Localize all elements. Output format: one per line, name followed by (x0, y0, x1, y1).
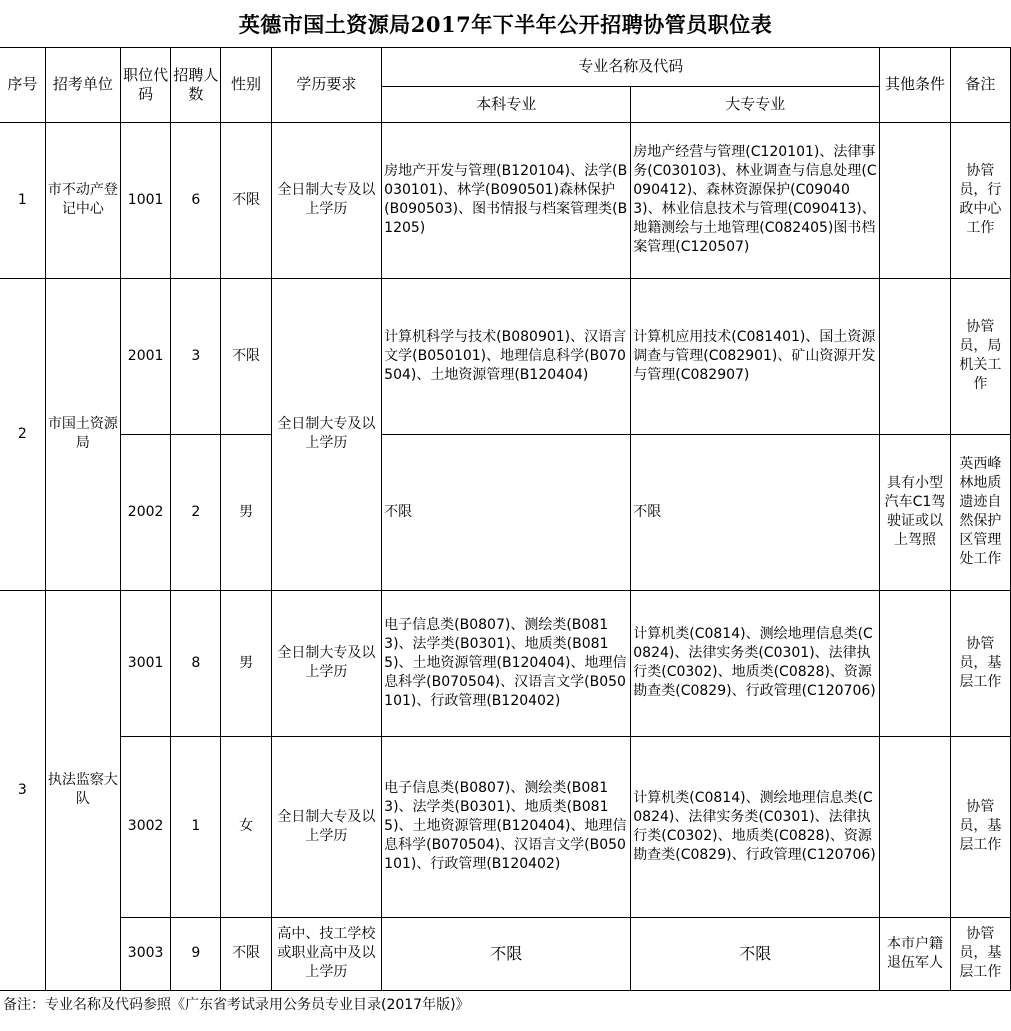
college-cell: 不限 (631, 434, 880, 590)
header-bachelor: 本科专业 (382, 86, 631, 122)
header-count: 招聘人数 (171, 48, 221, 122)
header-college: 大专专业 (631, 86, 880, 122)
college-cell: 房地产经营与管理(C120101)、法律事务(C030103)、林业调查与信息处理(C090412)、森林资源保护(C090403)、林业信息技术与管理(C090413)、地籍测绘与土地管理(C082405)图书档案管理(C120507) (631, 122, 880, 278)
gender-cell: 不限 (221, 122, 271, 278)
education-cell: 全日制大专及以上学历 (271, 736, 381, 917)
count-cell: 1 (171, 736, 221, 917)
gender-cell: 不限 (221, 917, 271, 990)
seq-cell: 2 (0, 278, 45, 590)
header-education: 学历要求 (271, 48, 381, 122)
remark-cell: 协管员，基层工作 (950, 736, 1010, 917)
college-cell: 不限 (631, 917, 880, 990)
bachelor-cell: 电子信息类(B0807)、测绘类(B0813)、法学类(B0301)、地质类(B0815)、土地资源管理(B120404)、地理信息科学(B070504)、汉语言文学(B050101)、行政管理(B120402) (382, 590, 631, 736)
table-row (0, 736, 1011, 917)
table-row (0, 278, 1011, 434)
college-cell: 计算机类(C0814)、测绘地理信息类(C0824)、法律实务类(C0301)、法律执行类(C0302)、地质类(C0828)、资源勘查类(C0829)、行政管理(C120706) (631, 590, 880, 736)
header-major-group: 专业名称及代码 (382, 48, 880, 86)
count-cell: 6 (171, 122, 221, 278)
table-row (0, 122, 1011, 278)
header-remark: 备注 (950, 48, 1010, 122)
header-gender: 性别 (221, 48, 271, 122)
bachelor-cell: 不限 (382, 917, 631, 990)
bachelor-cell: 计算机科学与技术(B080901)、汉语言文学(B050101)、地理信息科学(B070504)、土地资源管理(B120404) (382, 278, 631, 434)
other-cell (880, 122, 950, 278)
header-code: 职位代码 (121, 48, 171, 122)
footnote: 备注：专业名称及代码参照《广东省考试录用公务员专业目录(2017年版)》 (3, 996, 470, 1013)
gender-cell: 不限 (221, 278, 271, 434)
seq-cell: 1 (0, 122, 45, 278)
positions-table (0, 48, 1011, 991)
unit-cell: 市不动产登记中心 (45, 122, 120, 278)
seq-cell: 3 (0, 590, 45, 990)
header-seq: 序号 (0, 48, 45, 122)
gender-cell: 女 (221, 736, 271, 917)
gender-cell: 男 (221, 590, 271, 736)
other-cell: 具有小型汽车C1驾驶证或以上驾照 (880, 434, 950, 590)
education-cell: 高中、技工学校或职业高中及以上学历 (271, 917, 381, 990)
unit-cell: 执法监察大队 (45, 590, 120, 990)
unit-cell: 市国土资源局 (45, 278, 120, 590)
count-cell: 2 (171, 434, 221, 590)
education-cell: 全日制大专及以上学历 (271, 122, 381, 278)
table-row (0, 434, 1011, 590)
other-cell: 本市户籍退伍军人 (880, 917, 950, 990)
remark-cell: 协管员，基层工作 (950, 590, 1010, 736)
page-title: 英德市国土资源局2017年下半年公开招聘协管员职位表 (0, 0, 1011, 48)
header-unit: 招考单位 (45, 48, 120, 122)
education-cell: 全日制大专及以上学历 (271, 590, 381, 736)
table-row (0, 590, 1011, 736)
college-cell: 计算机应用技术(C081401)、国土资源调查与管理(C082901)、矿山资源开发与管理(C082907) (631, 278, 880, 434)
count-cell: 8 (171, 590, 221, 736)
header-row-1 (0, 48, 1011, 86)
remark-cell: 英西峰林地质遗迹自然保护区管理处工作 (950, 434, 1010, 590)
code-cell: 2002 (121, 434, 171, 590)
bachelor-cell: 不限 (382, 434, 631, 590)
other-cell (880, 736, 950, 917)
remark-cell: 协管员，基层工作 (950, 917, 1010, 990)
education-cell: 全日制大专及以上学历 (271, 278, 381, 590)
other-cell (880, 590, 950, 736)
college-cell: 计算机类(C0814)、测绘地理信息类(C0824)、法律实务类(C0301)、法律执行类(C0302)、地质类(C0828)、资源勘查类(C0829)、行政管理(C120706) (631, 736, 880, 917)
code-cell: 3003 (121, 917, 171, 990)
code-cell: 3002 (121, 736, 171, 917)
count-cell: 3 (171, 278, 221, 434)
bachelor-cell: 电子信息类(B0807)、测绘类(B0813)、法学类(B0301)、地质类(B0815)、土地资源管理(B120404)、地理信息科学(B070504)、汉语言文学(B050101)、行政管理(B120402) (382, 736, 631, 917)
code-cell: 2001 (121, 278, 171, 434)
count-cell: 9 (171, 917, 221, 990)
bachelor-cell: 房地产开发与管理(B120104)、法学(B030101)、林学(B090501)森林保护(B090503)、图书情报与档案管理类(B1205) (382, 122, 631, 278)
header-other: 其他条件 (880, 48, 950, 122)
gender-cell: 男 (221, 434, 271, 590)
table-row (0, 917, 1011, 990)
other-cell (880, 278, 950, 434)
code-cell: 3001 (121, 590, 171, 736)
code-cell: 1001 (121, 122, 171, 278)
remark-cell: 协管员，局机关工作 (950, 278, 1010, 434)
remark-cell: 协管员，行政中心工作 (950, 122, 1010, 278)
